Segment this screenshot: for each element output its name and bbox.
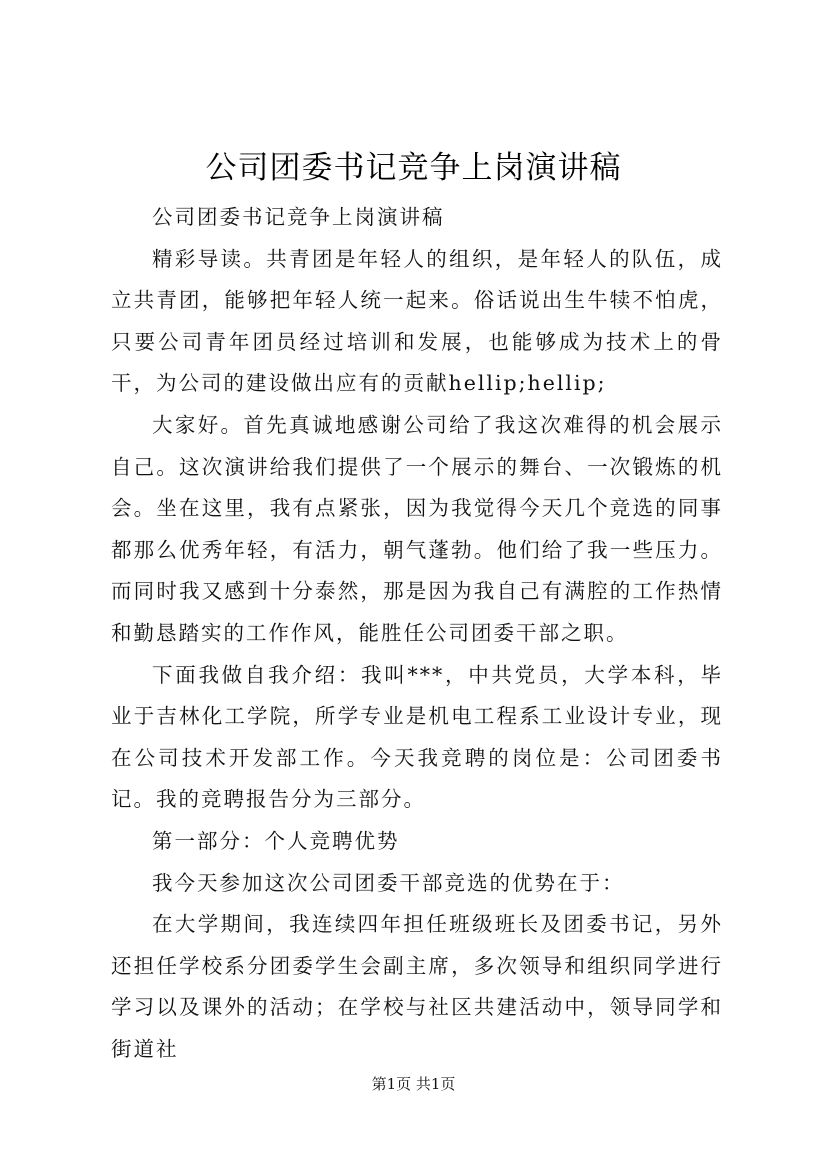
page-footer: 第1页 共1页 [371, 1075, 456, 1093]
paragraph-university-experience: 在大学期间，我连续四年担任班级班长及团委书记，另外还担任学校系分团委学生会副主席，多次领导和组织同学进行学习以及课外的活动；在学校与社区共建活动中，领导同学和街道社 [111, 912, 723, 1061]
document-title: 公司团委书记竞争上岗演讲稿 [205, 150, 622, 186]
paragraph-self-introduction: 下面我做自我介绍：我叫***，中共党员，大学本科，毕业于吉林化工学院，所学专业是机电工程系工业设计专业，现在公司技术开发部工作。今天我竞聘的岗位是：公司团委书记。我的竞聘报告分为三部分。 [111, 662, 723, 812]
paragraph-section-one-heading: 第一部分：个人竞聘优势 [152, 828, 400, 853]
document-body [111, 197, 723, 1070]
paragraph-intro: 精彩导读。共青团是年轻人的组织，是年轻人的队伍，成立共青团，能够把年轻人统一起来。俗话说出生牛犊不怕虎，只要公司青年团员经过培训和发展，也能够成为技术上的骨干，为公司的建设做出应有的贡献hellip;hellip; [111, 246, 723, 396]
paragraph-heading: 公司团委书记竞争上岗演讲稿 [152, 205, 445, 229]
paragraph-greeting: 大家好。首先真诚地感谢公司给了我这次难得的机会展示自己。这次演讲给我们提供了一个展示的舞台、一次锻炼的机会。坐在这里，我有点紧张，因为我觉得今天几个竞选的同事都那么优秀年轻，有活力，朝气蓬勃。他们给了我一些压力。而同时我又感到十分泰然，那是因为我自己有满腔的工作热情和勤恳踏实的工作作风，能胜任公司团委干部之职。 [111, 412, 723, 645]
paragraph-advantages-lead: 我今天参加这次公司团委干部竞选的优势在于： [152, 870, 625, 895]
